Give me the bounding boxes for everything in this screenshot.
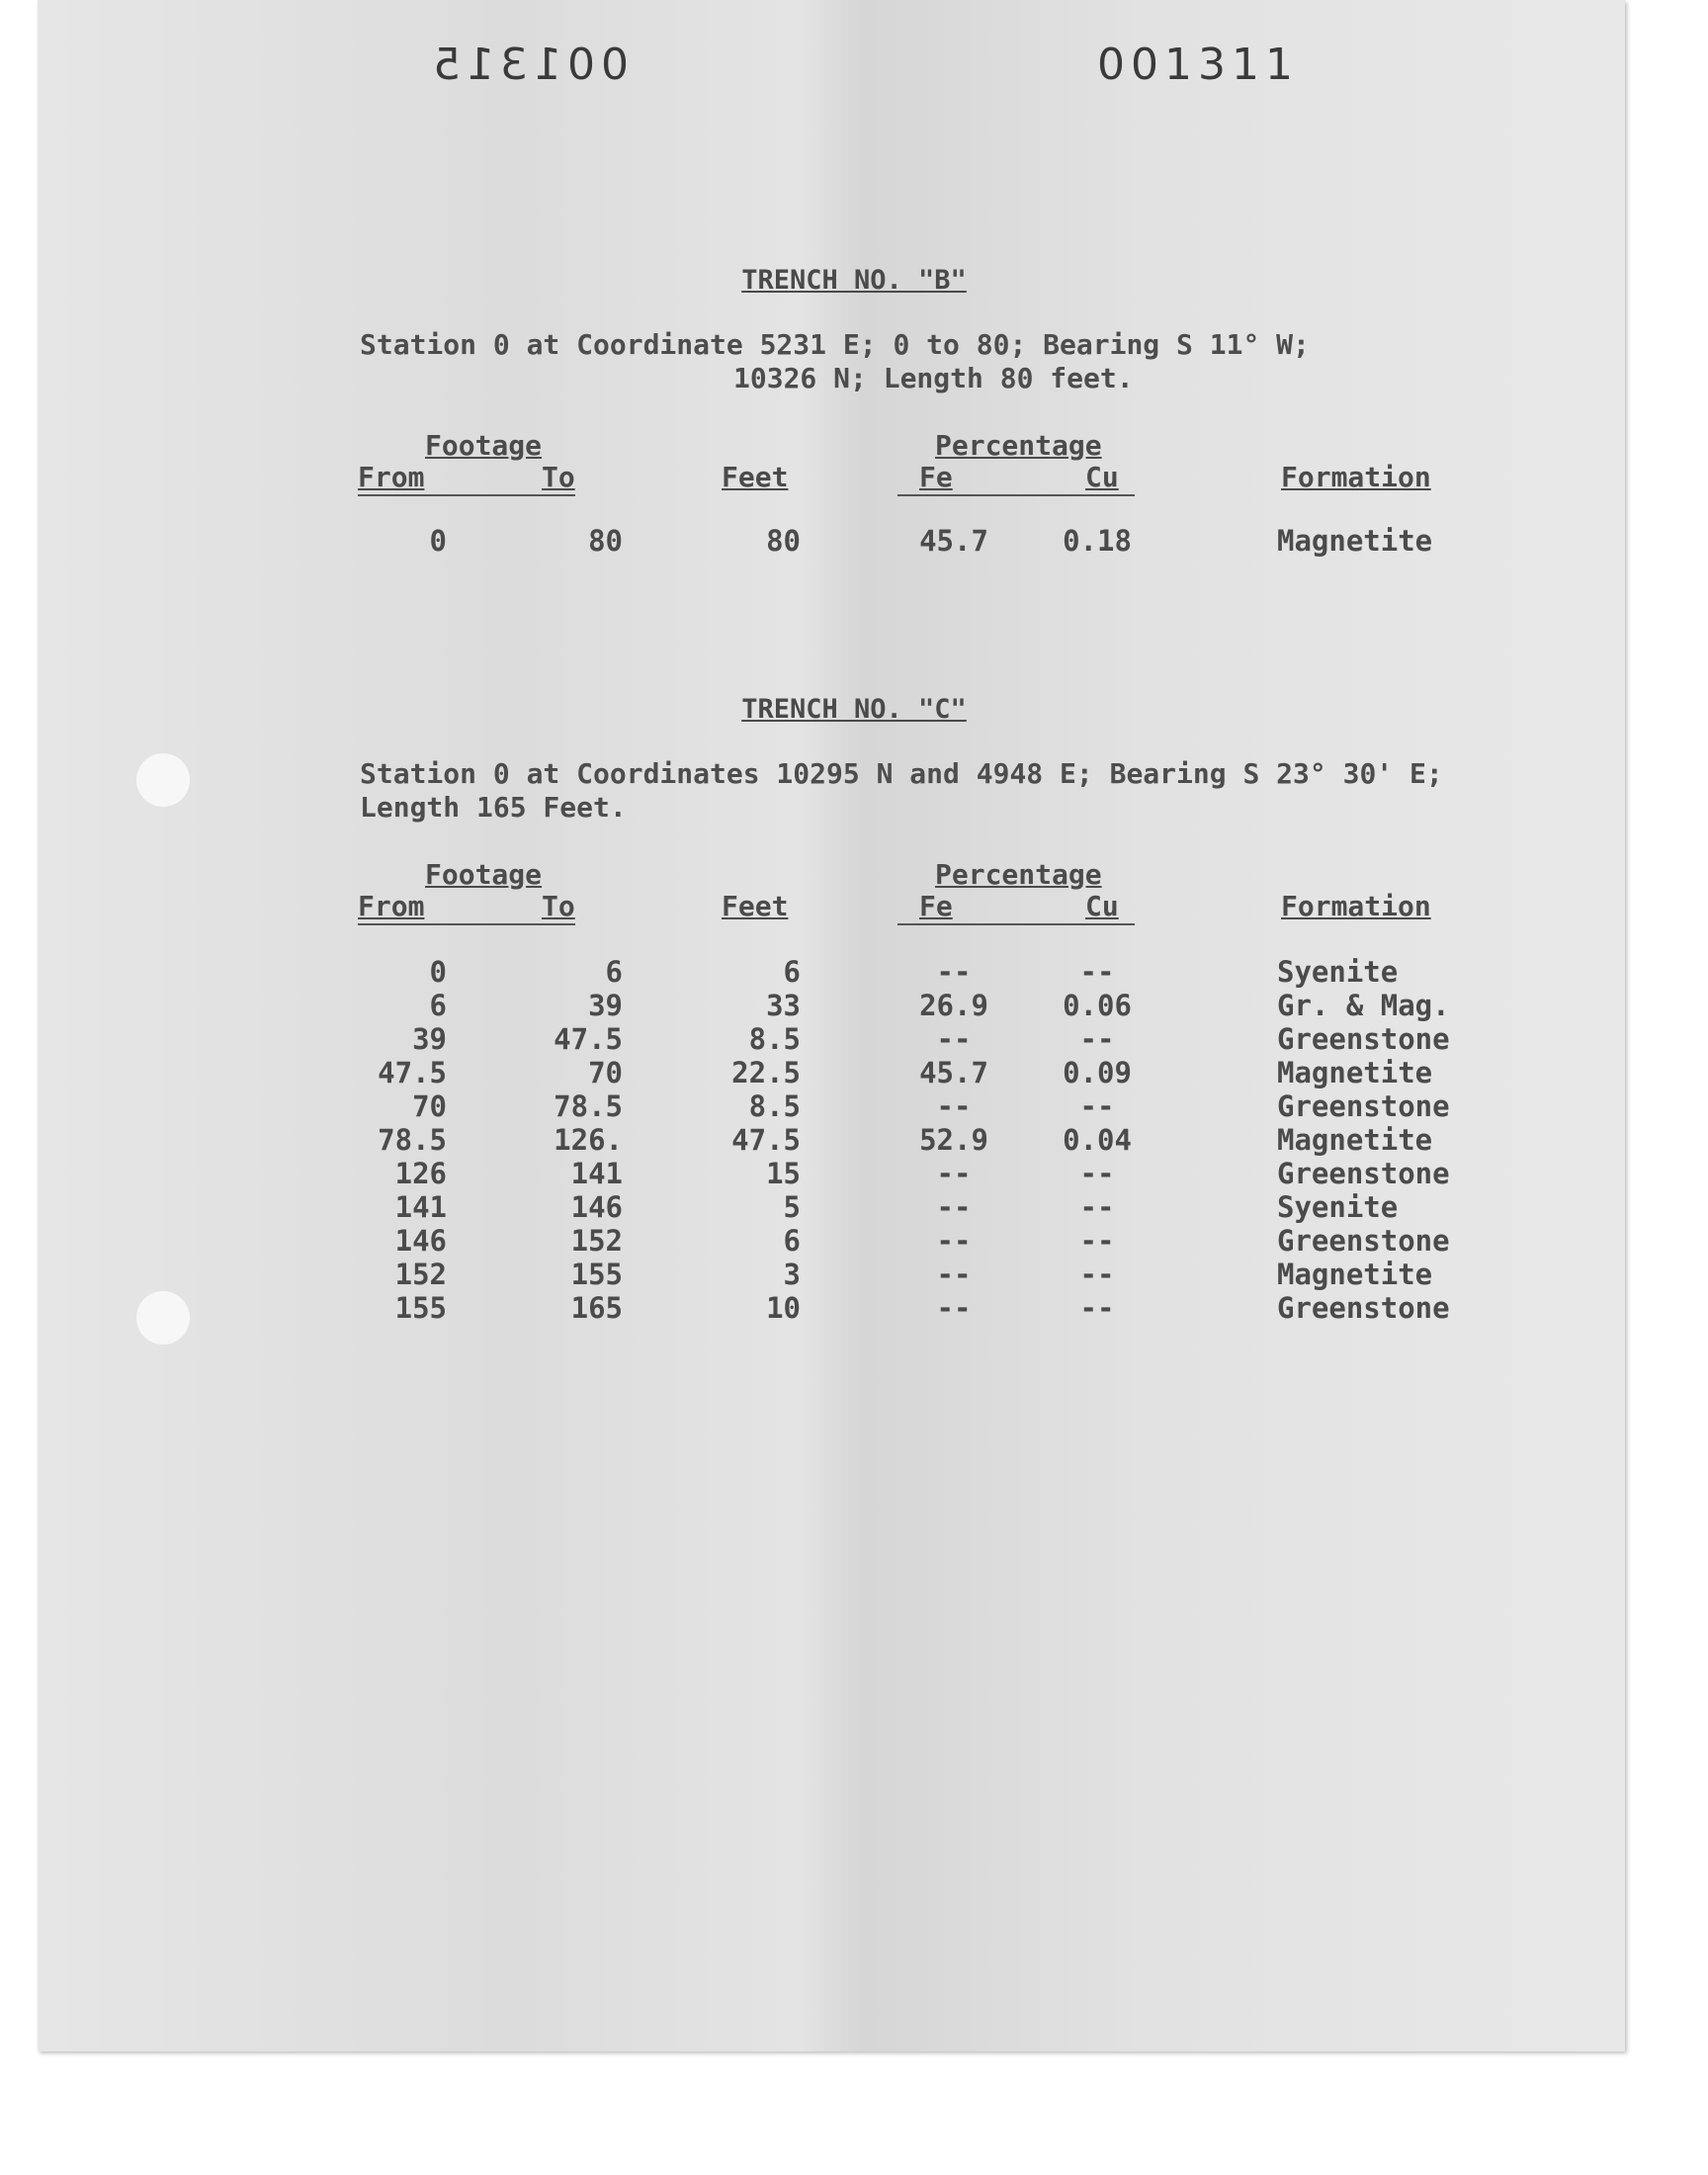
cell-from: 126 — [394, 1157, 447, 1190]
cell-from: 155 — [394, 1291, 447, 1325]
cell-cu: 0.04 — [1063, 1123, 1132, 1157]
header-to: To — [542, 461, 575, 493]
cell-fe: 45.7 — [919, 524, 988, 558]
cell-feet: 80 — [766, 524, 801, 558]
cell-feet: 6 — [783, 955, 801, 989]
cell-from: 152 — [394, 1258, 447, 1291]
header-fe: Fe — [919, 890, 953, 922]
header-percentage: Percentage — [935, 429, 1102, 462]
cell-fe: -- — [936, 1190, 972, 1224]
cell-formation: Magnetite — [1277, 1056, 1433, 1089]
cell-cu: -- — [1079, 1258, 1115, 1291]
header-footage: Footage — [425, 858, 543, 891]
cell-formation: Gr. & Mag. — [1277, 989, 1450, 1022]
header-footage: Footage — [425, 429, 543, 462]
cell-fe: -- — [936, 1022, 972, 1056]
cell-to: 78.5 — [554, 1089, 623, 1123]
cell-from: 39 — [412, 1022, 447, 1056]
cell-fe: -- — [936, 1258, 972, 1291]
header-fe: Fe — [919, 461, 953, 493]
cell-cu: 0.06 — [1063, 989, 1132, 1022]
header-cu: Cu — [1085, 461, 1119, 493]
footage-rule — [358, 923, 575, 925]
cell-to: 47.5 — [554, 1022, 623, 1056]
page-stamp-left: 001315 — [427, 40, 629, 90]
cell-to: 141 — [570, 1157, 623, 1190]
header-from: From — [358, 890, 425, 922]
header-formation: Formation — [1281, 461, 1431, 493]
cell-feet: 47.5 — [731, 1123, 801, 1157]
cell-fe: -- — [936, 1224, 972, 1258]
page-stamp-right: 001311 — [1097, 40, 1299, 90]
cell-formation: Magnetite — [1277, 1123, 1433, 1157]
cell-to: 155 — [570, 1258, 623, 1291]
cell-from: 146 — [394, 1224, 447, 1258]
cell-formation: Greenstone — [1277, 1224, 1450, 1258]
cell-feet: 3 — [783, 1258, 801, 1291]
cell-cu: -- — [1079, 1224, 1115, 1258]
cell-feet: 8.5 — [748, 1022, 801, 1056]
cell-to: 165 — [570, 1291, 623, 1325]
cell-feet: 22.5 — [731, 1056, 801, 1089]
footage-rule — [358, 494, 575, 496]
trench-c-station-line2: Length 165 Feet. — [360, 791, 627, 824]
cell-from: 141 — [394, 1190, 447, 1224]
cell-fe: -- — [936, 1157, 972, 1190]
cell-from: 78.5 — [378, 1123, 447, 1157]
cell-cu: 0.18 — [1063, 524, 1132, 558]
percentage-rule — [897, 923, 1135, 925]
cell-from: 70 — [412, 1089, 447, 1123]
cell-from: 6 — [429, 989, 447, 1022]
cell-feet: 10 — [766, 1291, 801, 1325]
cell-cu: -- — [1079, 1089, 1115, 1123]
cell-cu: -- — [1079, 955, 1115, 989]
cell-fe: -- — [936, 955, 972, 989]
trench-c-station-line1: Station 0 at Coordinates 10295 N and 4948 E; Bearing S 23° 30' E; — [360, 757, 1443, 790]
cell-to: 126. — [554, 1123, 623, 1157]
cell-feet: 5 — [783, 1190, 801, 1224]
header-cu: Cu — [1085, 890, 1119, 922]
cell-feet: 8.5 — [748, 1089, 801, 1123]
header-from: From — [358, 461, 425, 493]
cell-cu: -- — [1079, 1190, 1115, 1224]
cell-cu: -- — [1079, 1291, 1115, 1325]
cell-from: 0 — [429, 955, 447, 989]
cell-formation: Magnetite — [1277, 524, 1433, 558]
trench-b-station-line1: Station 0 at Coordinate 5231 E; 0 to 80; Bearing S 11° W; — [360, 328, 1310, 361]
cell-fe: -- — [936, 1291, 972, 1325]
header-formation: Formation — [1281, 890, 1431, 922]
cell-formation: Greenstone — [1277, 1022, 1450, 1056]
trench-b-station-line2: 10326 N; Length 80 feet. — [733, 362, 1134, 394]
cell-formation: Greenstone — [1277, 1157, 1450, 1190]
cell-to: 39 — [588, 989, 623, 1022]
header-feet: Feet — [722, 890, 789, 922]
cell-to: 6 — [605, 955, 623, 989]
cell-feet: 33 — [766, 989, 801, 1022]
punch-hole — [136, 753, 190, 807]
cell-from: 0 — [429, 524, 447, 558]
cell-formation: Syenite — [1277, 1190, 1399, 1224]
cell-cu: -- — [1079, 1022, 1115, 1056]
cell-cu: 0.09 — [1063, 1056, 1132, 1089]
header-to: To — [542, 890, 575, 922]
punch-hole — [136, 1291, 190, 1345]
cell-fe: 52.9 — [919, 1123, 988, 1157]
trench-b-title: TRENCH NO. "B" — [741, 265, 967, 296]
cell-feet: 6 — [783, 1224, 801, 1258]
cell-to: 146 — [570, 1190, 623, 1224]
cell-to: 70 — [588, 1056, 623, 1089]
cell-feet: 15 — [766, 1157, 801, 1190]
cell-fe: 26.9 — [919, 989, 988, 1022]
cell-cu: -- — [1079, 1157, 1115, 1190]
header-feet: Feet — [722, 461, 789, 493]
cell-formation: Greenstone — [1277, 1291, 1450, 1325]
cell-to: 80 — [588, 524, 623, 558]
cell-to: 152 — [570, 1224, 623, 1258]
cell-fe: 45.7 — [919, 1056, 988, 1089]
cell-from: 47.5 — [378, 1056, 447, 1089]
trench-c-title: TRENCH NO. "C" — [741, 694, 967, 725]
header-percentage: Percentage — [935, 858, 1102, 891]
cell-formation: Magnetite — [1277, 1258, 1433, 1291]
cell-formation: Greenstone — [1277, 1089, 1450, 1123]
percentage-rule — [897, 494, 1135, 496]
cell-formation: Syenite — [1277, 955, 1399, 989]
cell-fe: -- — [936, 1089, 972, 1123]
